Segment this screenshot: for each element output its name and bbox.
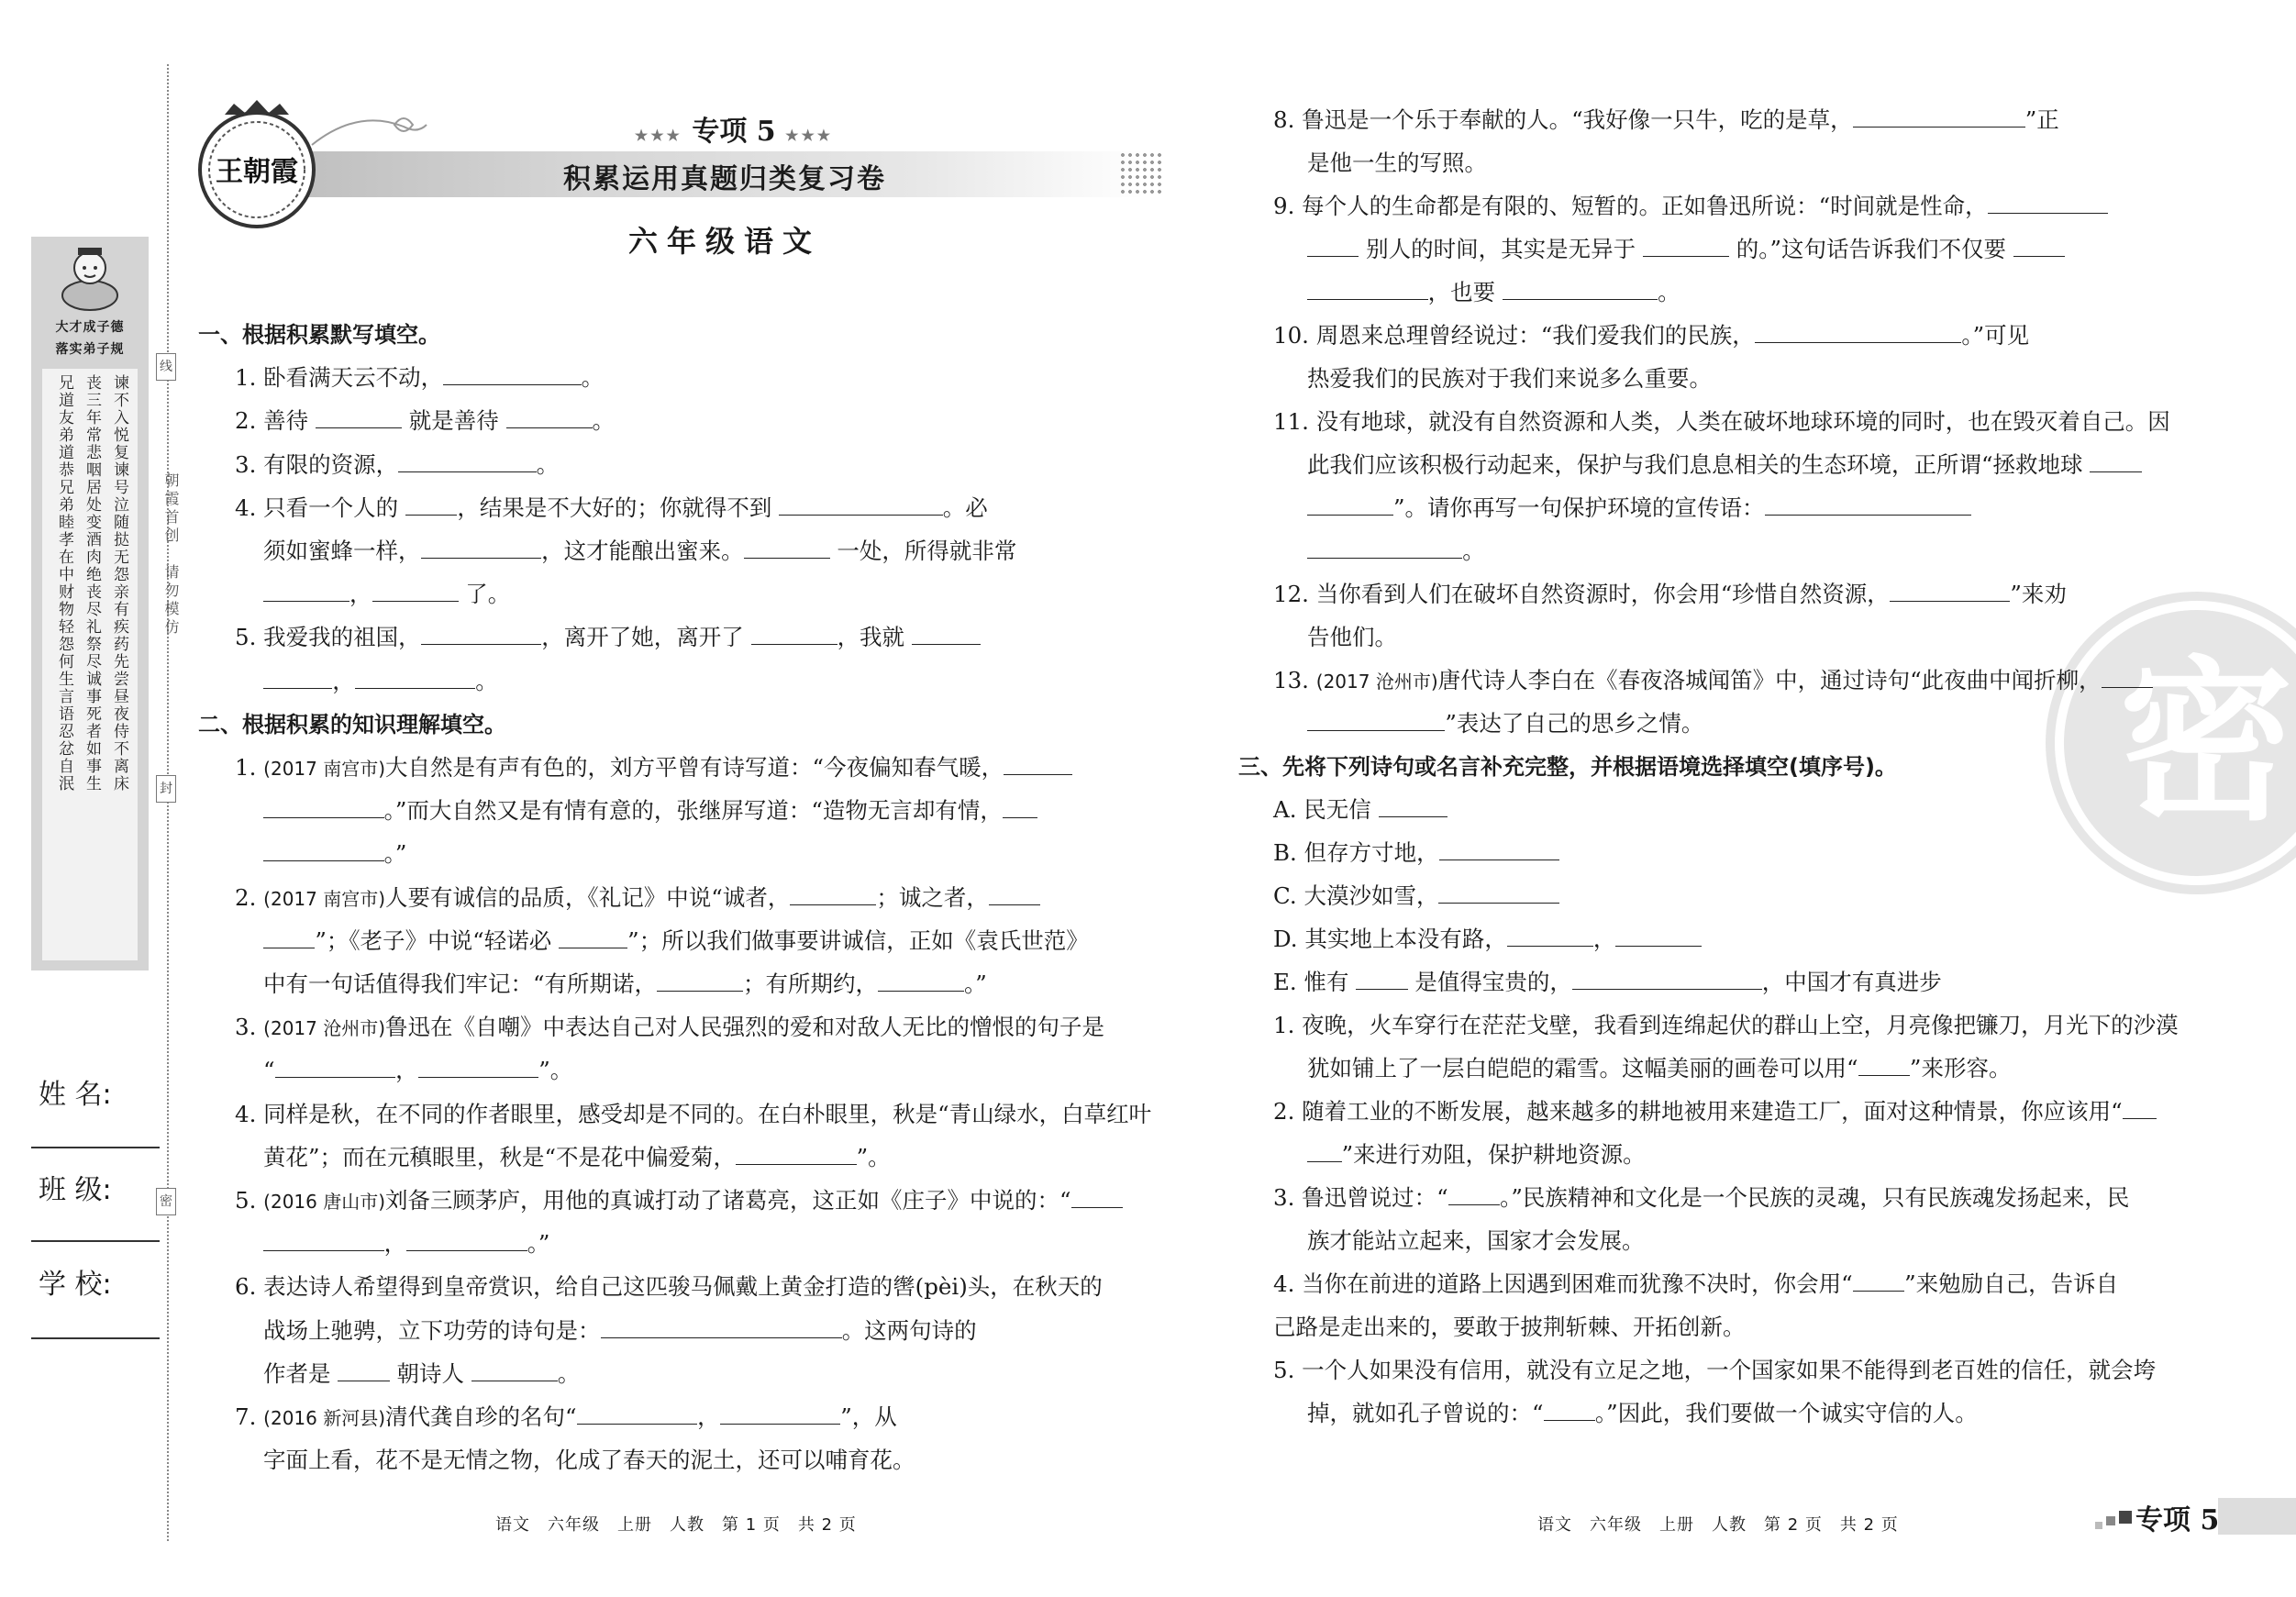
answer-blank[interactable] [1379, 796, 1447, 817]
scholar-cartoon-icon [48, 240, 132, 314]
answer-blank[interactable] [751, 624, 837, 645]
svg-text:王朝霞: 王朝霞 [216, 156, 298, 188]
question-line: ， 。 [263, 668, 498, 695]
answer-blank[interactable] [372, 581, 459, 602]
answer-blank[interactable] [2013, 236, 2065, 257]
question-line: 别人的时间，其实是无异于 的。”这句话告诉我们不仅要 [1307, 236, 2065, 263]
svg-text:密: 密 [2118, 641, 2294, 844]
left-page-footer: 语文 六年级 上册 人教 第 1 页 共 2 页 [495, 1515, 857, 1535]
question-line: 。 [1307, 538, 1485, 565]
answer-blank[interactable] [2123, 1098, 2157, 1119]
question-line: 10. 周恩来总理曾经说过：“我们爱我们的民族， 。”可见 [1273, 322, 2030, 349]
answer-blank[interactable] [1765, 494, 1972, 516]
question-source: (2017 南宫市) [263, 887, 386, 910]
poem-column-2: 丧三年常悲咽居处变酒肉绝丧尽礼祭尽诚事死者如事生 [83, 374, 101, 793]
answer-blank[interactable] [263, 668, 332, 689]
answer-blank[interactable] [1503, 279, 1658, 300]
question-line: 1. 夜晚，火车穿行在茫茫戈壁，我看到连绵起伏的群山上空，月亮像把镰刀，月光下的沙漠 [1273, 1012, 2179, 1038]
sidebar-slogan-1: 大才成子德 [55, 320, 125, 335]
question-line: 犹如铺上了一层白皑皑的霜雪。这幅美丽的画卷可以用“ ”来形容。 [1307, 1055, 2012, 1081]
question-line: 3. (2017 沧州市)鲁迅在《自嘲》中表达自己对人民强烈的爱和对敌人无比的憎恨的句子是 [235, 1014, 1105, 1041]
question-line: 。”而大自然又是有情有意的，张继屏写道：“造物无言却有情， [263, 797, 1037, 825]
answer-blank[interactable] [338, 1360, 389, 1381]
question-line: 中有一句话值得我们牢记：“有所期诺， ；有所期约， 。” [263, 970, 987, 997]
sidebar-slogan-2: 落实弟子规 [55, 342, 125, 357]
poem-column-1: 兄道友弟道恭兄弟睦孝在中财物轻怨何生言语忍忿自泯 [55, 374, 73, 793]
question-line: 4. 同样是秋，在不同的作者眼里，感受却是不同的。在白朴眼里，秋是“青山绿水，白草红叶 [235, 1100, 1152, 1127]
binding-char-xian: 线 [156, 353, 176, 381]
section-heading: 一、根据积累默写填空。 [198, 322, 440, 348]
answer-blank[interactable] [1307, 279, 1428, 300]
answer-blank[interactable] [657, 970, 743, 992]
corner-section-tag: 专项 5 [2135, 1504, 2220, 1536]
secret-seal-watermark [2032, 587, 2296, 899]
name-label: 姓 名: [39, 1079, 112, 1111]
class-field[interactable] [31, 1240, 160, 1242]
answer-blank[interactable] [1438, 882, 1559, 904]
answer-blank[interactable] [263, 840, 384, 861]
question-line: ， 了。 [263, 581, 510, 608]
warning-original: 朝霞首创 [162, 472, 180, 546]
question-line: 3. 有限的资源， 。 [235, 450, 560, 478]
answer-blank[interactable] [418, 1057, 539, 1078]
section-heading: 三、先将下列诗句或名言补充完整，并根据语境选择填空(填序号)。 [1238, 754, 1897, 780]
answer-blank[interactable] [744, 538, 830, 559]
question-line: 2. 善待 就是善待 。 [235, 407, 616, 435]
answer-blank[interactable] [263, 1230, 384, 1251]
answer-blank[interactable] [559, 927, 627, 948]
answer-blank[interactable] [601, 1317, 842, 1338]
question-line: 9. 每个人的生命都是有限的、短暂的。正如鲁迅所说：“时间就是性命， [1273, 193, 2108, 220]
binding-char-mi: 密 [156, 1188, 176, 1215]
question-line: 热爱我们的民族对于我们来说多么重要。 [1307, 365, 1712, 392]
wangzhaoxia-logo [188, 96, 335, 234]
star-icon: ★★★ [634, 127, 682, 144]
answer-blank[interactable] [2102, 667, 2153, 688]
question-line: 族才能站立起来，国家才会发展。 [1307, 1227, 1645, 1254]
question-source: (2016 唐山市) [263, 1191, 386, 1213]
answer-blank[interactable] [577, 1403, 698, 1425]
answer-blank[interactable] [1853, 106, 2025, 128]
name-field[interactable] [31, 1147, 160, 1148]
answer-blank[interactable] [398, 451, 536, 472]
answer-blank[interactable] [779, 494, 943, 516]
answer-blank[interactable] [263, 797, 384, 818]
answer-blank[interactable] [1307, 538, 1462, 559]
answer-blank[interactable] [275, 1057, 396, 1078]
answer-blank[interactable] [405, 494, 457, 516]
answer-blank[interactable] [471, 1360, 558, 1381]
answer-blank[interactable] [1615, 926, 1702, 947]
answer-blank[interactable] [406, 1230, 527, 1251]
question-line: 是他一生的写照。 [1307, 150, 1487, 176]
question-line: 5. 一个人如果没有信用，就没有立足之地，一个国家如果不能得到老百姓的信任，就会垮 [1273, 1357, 2157, 1383]
answer-blank[interactable] [1004, 754, 1072, 775]
question-source: (2017 沧州市) [1315, 671, 1438, 693]
question-line: D. 其实地上本没有路， ， [1273, 926, 1702, 953]
answer-blank[interactable] [1071, 1187, 1123, 1208]
question-source: (2016 新河县) [263, 1407, 386, 1429]
question-line: 1. 卧看满天云不动， 。 [235, 364, 605, 392]
question-line: 4. 当你在前进的道路上因遇到困难而犹豫不决时，你会用“ ”来勉励自己，告诉自 [1273, 1270, 2119, 1297]
question-line: 字面上看，花不是无情之物，化成了春天的泥土，还可以哺育花。 [263, 1447, 915, 1474]
answer-blank[interactable] [1755, 322, 1962, 343]
question-line: A. 民无信 [1273, 796, 1447, 824]
answer-blank[interactable] [1507, 926, 1593, 947]
answer-blank[interactable] [1307, 1141, 1342, 1162]
question-line: 3. 鲁迅曾说过：“ 。”民族精神和文化是一个民族的灵魂，只有民族魂发扬起来，民 [1273, 1184, 2130, 1211]
question-line: 5. (2016 唐山市)刘备三顾茅庐，用他的真诚打动了诸葛亮，这正如《庄子》中说的：“ [235, 1187, 1123, 1215]
question-line: 7. (2016 新河县)清代龚自珍的名句“ ， ”，从 [235, 1403, 897, 1430]
answer-blank[interactable] [736, 1144, 857, 1165]
answer-blank[interactable] [1572, 969, 1762, 990]
question-line: 掉，就如孔子曾说的：“ 。”因此，我们要做一个诚实守信的人。 [1307, 1400, 1978, 1426]
answer-blank[interactable] [790, 884, 876, 905]
answer-blank[interactable] [912, 624, 981, 645]
banner-dot-pattern [1119, 151, 1161, 197]
question-line: ”来进行劝阻，保护耕地资源。 [1307, 1141, 1646, 1169]
school-field[interactable] [31, 1337, 160, 1339]
question-line: 告他们。 [1307, 624, 1397, 650]
answer-blank[interactable] [1307, 236, 1359, 257]
answer-blank[interactable] [1356, 969, 1407, 990]
answer-blank[interactable] [421, 624, 542, 645]
answer-blank[interactable] [1307, 494, 1393, 516]
question-line: 2. (2017 南宫市)人要有诚信的品质，《礼记》中说“诚者， ；诚之者， [235, 884, 1040, 913]
answer-blank[interactable] [1988, 193, 2109, 214]
question-line: 。” [263, 840, 406, 868]
question-line: 2. 随着工业的不断发展，越来越多的耕地被用来建造工厂，面对这种情景，你应该用“ [1273, 1098, 2157, 1126]
question-line: 战场上驰骋，立下功劳的诗句是： 。这两句诗的 [263, 1316, 977, 1344]
school-label: 学 校: [39, 1269, 112, 1301]
question-line: ，也要 。 [1307, 279, 1680, 306]
question-line: ”；《老子》中说“轻诺必 ”；所以我们做事要讲诚信，正如《袁氏世范》 [263, 927, 1089, 955]
question-source: (2017 南宫市) [263, 758, 386, 780]
binding-char-feng: 封 [156, 775, 176, 803]
subject-grade: 六年级语文 [627, 224, 821, 259]
question-line: 11. 没有地球，就没有自然资源和人类，人类在破坏地球环境的同时，也在毁灭着自己。因 [1273, 408, 2170, 435]
question-line: “ ， ”。 [263, 1057, 573, 1084]
star-icon: ★★★ [785, 127, 834, 144]
answer-blank[interactable] [355, 668, 476, 689]
answer-blank[interactable] [2090, 451, 2141, 472]
answer-blank[interactable] [1439, 839, 1560, 860]
warning-no-copy: 请勿模仿 [162, 564, 180, 638]
answer-blank[interactable] [421, 538, 542, 559]
question-line: C. 大漠沙如雪， [1273, 882, 1559, 910]
question-line: 须如蜜蜂一样， ，这才能酿出蜜来。 一处，所得就非常 [263, 538, 1017, 564]
question-line: 黄花”；而在元稹眼里，秋是“不是花中偏爱菊， ”。 [263, 1143, 891, 1170]
corner-tab [2218, 1498, 2296, 1535]
answer-blank[interactable] [443, 364, 581, 385]
corner-squares-icon [2093, 1509, 2134, 1531]
section-label [624, 108, 844, 149]
section-heading: 二、根据积累的知识理解填空。 [198, 711, 506, 738]
dizigui-poem [42, 369, 138, 960]
question-line: 13. (2017 沧州市)唐代诗人李白在《春夜洛城闻笛》中，通过诗句“此夜曲中闻折柳， [1273, 667, 2153, 695]
question-line: 己路是走出来的，要敢于披荆斩棘、开拓创新。 [1273, 1314, 1746, 1340]
question-line: 5. 我爱我的祖国， ，离开了她，离开了 ，我就 [235, 624, 981, 651]
answer-blank[interactable] [1853, 1270, 1904, 1292]
answer-blank[interactable] [263, 927, 315, 948]
poem-column-3: 谏不入悦复谏号泣随挞无怨亲有疾药先尝昼夜侍不离床 [110, 374, 128, 793]
question-line: ， 。” [263, 1230, 549, 1258]
answer-blank[interactable] [316, 407, 402, 428]
binding-dotted-line [167, 64, 169, 1541]
question-line: 1. (2017 南宫市)大自然是有声有色的，刘方平曾有诗写道：“今夜偏知春气暖， [235, 754, 1072, 782]
question-line: 此我们应该积极行动起来，保护与我们息息相关的生态环境，正所谓“拯救地球 [1307, 451, 2142, 479]
question-line: B. 但存方寸地， [1273, 839, 1559, 867]
answer-blank[interactable] [263, 581, 349, 602]
answer-blank[interactable] [878, 970, 964, 992]
answer-blank[interactable] [1858, 1055, 1910, 1076]
question-line: 6. 表达诗人希望得到皇帝赏识，给自己这匹骏马佩戴上黄金打造的辔(pèi)头，在秋天的 [235, 1273, 1103, 1301]
answer-blank[interactable] [1003, 797, 1037, 818]
answer-blank[interactable] [1890, 581, 2011, 602]
right-page-footer: 语文 六年级 上册 人教 第 2 页 共 2 页 [1537, 1515, 1899, 1535]
answer-blank[interactable] [720, 1403, 841, 1425]
question-source: (2017 沧州市) [263, 1017, 386, 1040]
question-line: ”表达了自己的思乡之情。 [1307, 710, 1703, 738]
class-label: 班 级: [39, 1174, 112, 1206]
question-line: 4. 只看一个人的 ，结果是不大好的；你就得不到 。必 [235, 494, 988, 521]
answer-blank[interactable] [506, 407, 593, 428]
question-line: 8. 鲁迅是一个乐于奉献的人。“我好像一只牛，吃的是草， ”正 [1273, 106, 2059, 133]
question-line: 作者是 朝诗人 。 [263, 1359, 581, 1387]
question-line: 12. 当你看到人们在破坏自然资源时，你会用“珍惜自然资源， ”来劝 [1273, 581, 2067, 607]
page-title: 积累运用真题归类复习卷 [563, 163, 886, 195]
answer-blank[interactable] [1544, 1400, 1595, 1421]
question-line: E. 惟有 是值得宝贵的， ，中国才有真进步 [1273, 969, 1942, 995]
answer-blank[interactable] [989, 884, 1040, 905]
answer-blank[interactable] [1448, 1184, 1500, 1205]
answer-blank[interactable] [1307, 710, 1445, 731]
answer-blank[interactable] [1643, 236, 1729, 257]
question-line: ”。请你再写一句保护环境的宣传语： [1307, 494, 1971, 522]
section-number: 专项 5 [692, 116, 776, 148]
